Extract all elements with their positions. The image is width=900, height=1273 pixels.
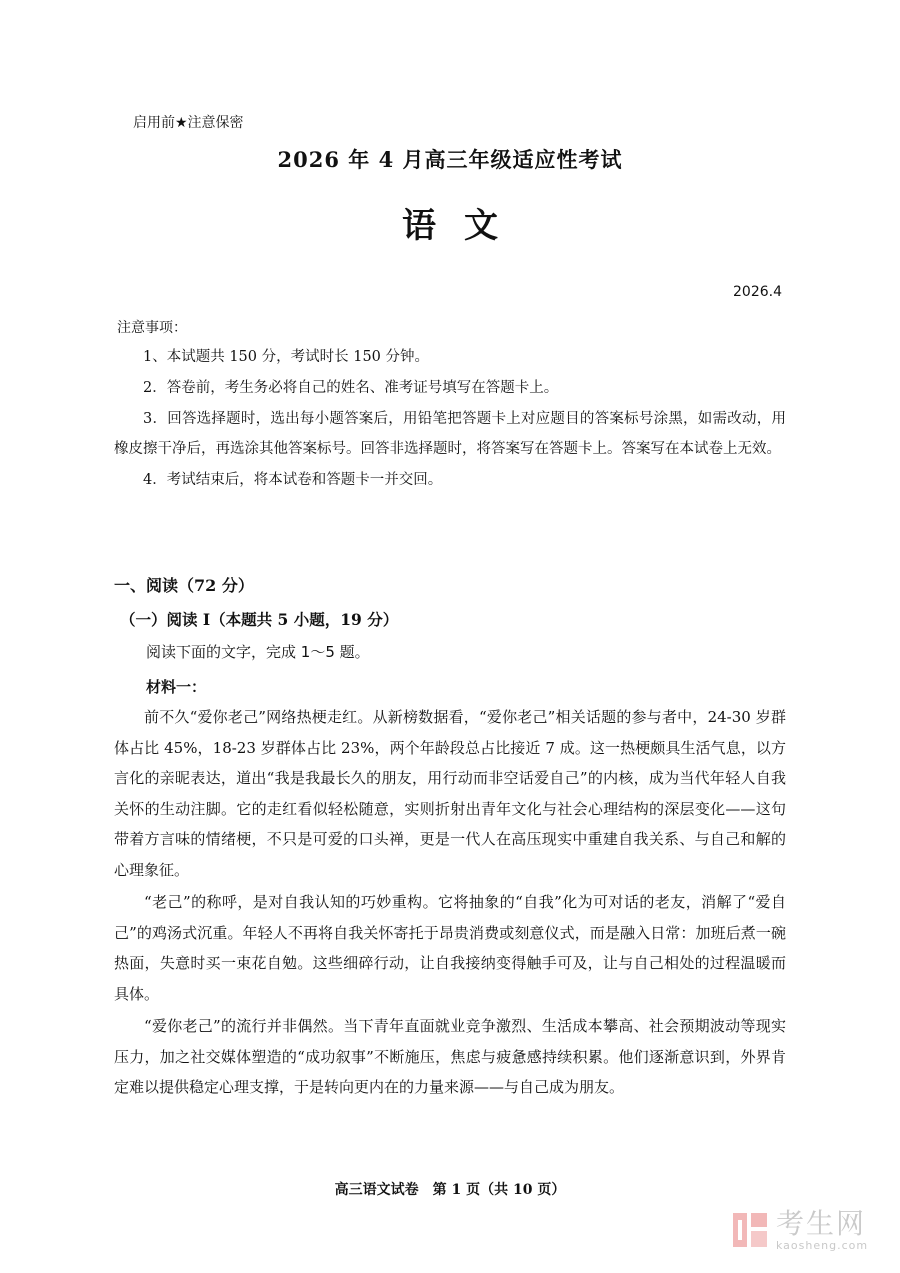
note-item: 3．回答选择题时，选出每小题答案后，用铅笔把答题卡上对应题目的答案标号涂黑，如需改动，用橡皮擦干净后，再选涂其他答案标号。回答非选择题时，将答案写在答题卡上。答案写在本试卷上无效。 xyxy=(114,411,786,457)
section-title: 一、阅读（72 分） xyxy=(114,576,254,595)
section-subtitle: （一）阅读 I（本题共 5 小题，19 分） xyxy=(120,610,399,629)
notes-list xyxy=(114,342,786,496)
subject-title: 语文 xyxy=(402,206,526,246)
reading-instruction: 阅读下面的文字，完成 1～5 题。 xyxy=(146,643,370,661)
material-paragraph: “爱你老己”的流行并非偶然。当下青年直面就业竞争激烈、生活成本攀高、社会预期波动等现实压力，加之社交媒体塑造的“成功叙事”不断施压，焦虑与疲惫感持续积累。他们逐渐意识到，外界肯定难以提供稳定心理支撑，于是转向更内在的力量来源——与自己成为朋友。 xyxy=(114,1017,786,1096)
material-paragraph: 前不久“爱你老己”网络热梗走红。从新榜数据看，“爱你老己”相关话题的参与者中，24-30 岁群体占比 45%，18-23 岁群体占比 23%，两个年龄段总占比接近 7 成。这一热梗颇具生活气息，以方言化的亲昵表达，道出“我是我最长久的朋友，用行动而非空话爱自己”的内核，成为当代年轻人自我关怀的生动注脚。它的走红看似轻松随意，实则折射出青年文化与社会心理结构的深层变化——这句带着方言味的情绪梗，不只是可爱的口头禅，更是一代人在高压现实中重建自我关系、与自己和解的心理象征。 xyxy=(114,708,786,879)
material-label: 材料一： xyxy=(146,678,207,696)
material-paragraph: “老己”的称呼，是对自我认知的巧妙重构。它将抽象的“自我”化为可对话的老友，消解了“爱自己”的鸡汤式沉重。年轻人不再将自我关怀寄托于昂贵消费或刻意仪式，而是融入日常：加班后煮一碗热面，失意时买一束花自勉。这些细碎行动，让自我接纳变得触手可及，让与自己相处的过程温暖而具体。 xyxy=(114,893,786,1003)
exam-title: 2026 年 4 月高三年级适应性考试 xyxy=(277,147,623,172)
page-footer: 高三语文试卷 第 1 页（共 10 页） xyxy=(334,1182,566,1198)
notes-heading: 注意事项： xyxy=(117,320,187,336)
note-item: 2．答卷前，考生务必将自己的姓名、准考证号填写在答题卡上。 xyxy=(143,380,559,396)
note-item: 4．考试结束后，将本试卷和答题卡一并交回。 xyxy=(143,472,443,488)
watermark-domain: kaosheng.com xyxy=(776,1238,869,1252)
note-item: 1、本试题共 150 分，考试时长 150 分钟。 xyxy=(143,349,430,365)
watermark xyxy=(730,1202,890,1258)
watermark-logo-icon xyxy=(730,1210,770,1250)
exam-date: 2026.4 xyxy=(733,284,782,300)
material-text xyxy=(114,702,786,1105)
watermark-name: 考生网 xyxy=(776,1206,867,1240)
confidential-label: 启用前★注意保密 xyxy=(133,115,244,131)
